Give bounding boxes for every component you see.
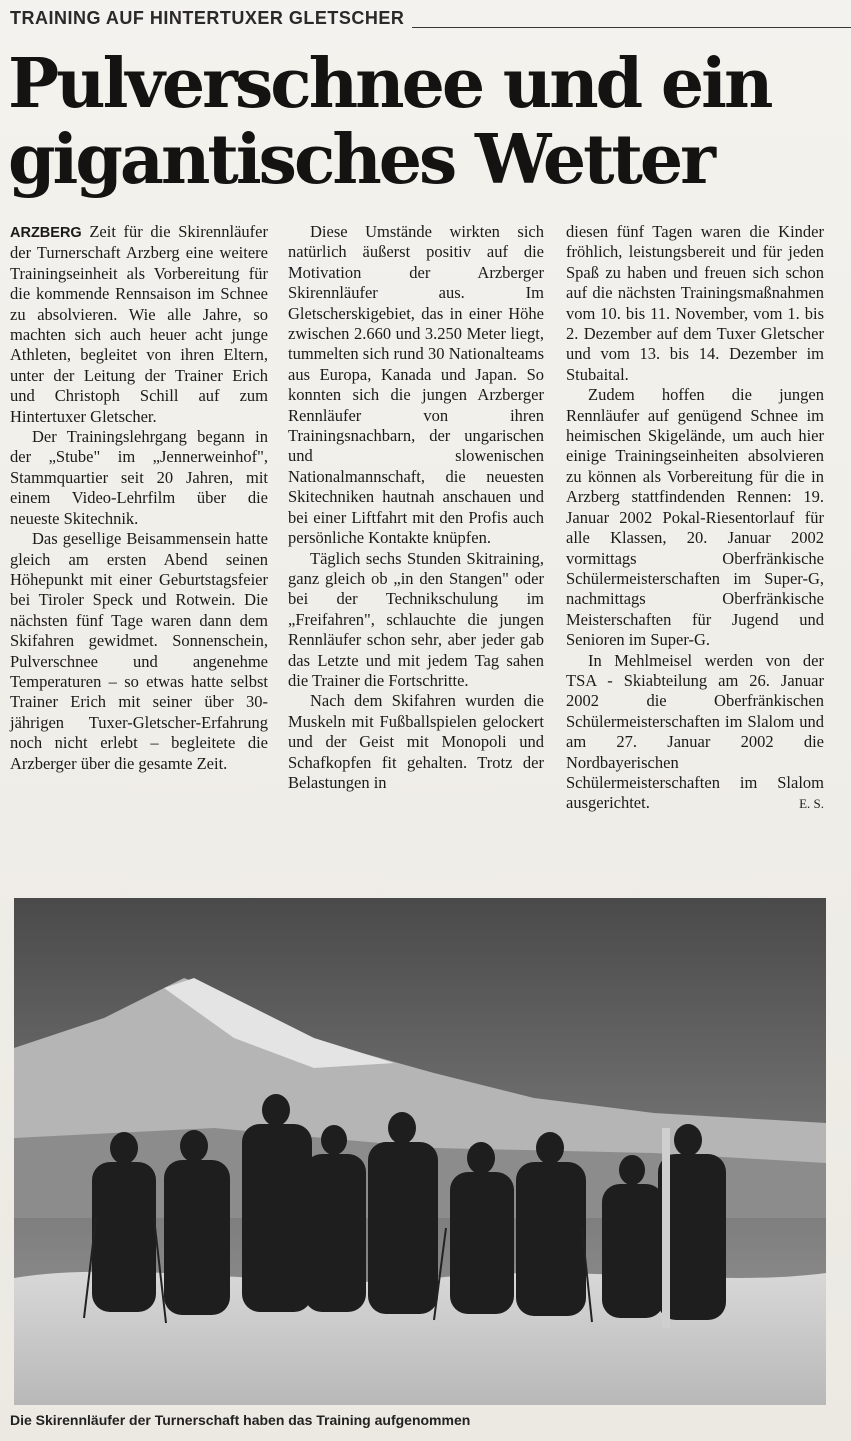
kicker: TRAINING AUF HINTERTUXER GLETSCHER bbox=[10, 8, 405, 28]
kicker-rule bbox=[412, 27, 851, 28]
paragraph: Das gesellige Beisammensein hatte gleich am ersten Abend seinen Höhepunkt mit einer Geburtstagsfeier bei Tiroler Speck und Rotwein. Die nächsten fünf Tage waren dann dem Skifahren gewidmet. Sonnenschein, Pulverschnee und angenehme Temperaturen – so etwas hatte selbst Trainer Erich mit seiner über 30-jährigen Tuxer-Gletscher-Erfahrung noch nicht erlebt – begleitete die Arzberger über die gesamte Zeit. bbox=[10, 529, 268, 773]
dateline: ARZBERG bbox=[10, 225, 82, 241]
paragraph-text: Zeit für die Skirennläufer der Turnerschaft Arzberg eine weitere Trainingseinheit als Vorbereitung für die kommende Rennsaison im Schnee zu absolvieren. Wie alle Jahre, so machten sich auch heuer acht junge Athleten, begleitet von ihren Eltern, unter der Leitung der Trainer Erich und Christoph Schill auf zum Hintertuxer Gletscher. bbox=[10, 222, 268, 426]
paragraph: Zudem hoffen die jungen Rennläufer auf genügend Schnee im heimischen Skigelände, um auch hier einige Trainingseinheiten absolvieren zu können als Vorbereitung für die in Arzberg stattfindenden Rennen: 19. Januar 2002 Pokal-Riesentorlauf für alle Klassen, 20. Januar 2002 vormittags Oberfränkische Schülermeisterschaften im Super-G, nachmittags Oberfränkische Meisterschaften für Jugend und Senioren im Super-G. bbox=[566, 385, 824, 650]
author-signature: E. S. bbox=[799, 795, 824, 811]
paragraph: In Mehlmeisel werden von der TSA - Skiabteilung am 26. Januar 2002 die Oberfränkischen Schülermeisterschaften im Slalom und am 27. Januar 2002 die Nordbayerischen Schülermeisterschaften im Slalom ausgerichtet. bbox=[566, 650, 824, 813]
paragraph: Der Trainingslehrgang begann in der „Stube" im „Jennerweinhof", Stammquartier seit 20 Jahren, mit einem Video-Lehrfilm über die neueste Skitechnik. bbox=[10, 427, 268, 528]
photo-caption: Die Skirennläufer der Turnerschaft haben das Training aufgenommen bbox=[10, 1412, 471, 1428]
column-3 bbox=[566, 222, 824, 814]
column-2 bbox=[288, 222, 544, 793]
paragraph bbox=[10, 222, 268, 427]
paragraph: diesen fünf Tagen waren die Kinder fröhlich, leistungsbereit und für jeden Spaß zu haben und freuen sich schon auf die nächsten Trainingsmaßnahmen vom 10. bis 11. November, vom 1. bis 2. Dezember auf dem Tuxer Gletscher und vom 13. bis 14. Dezember im Stubaital. bbox=[566, 222, 824, 384]
column-1 bbox=[10, 222, 268, 774]
paragraph: Täglich sechs Stunden Skitraining, ganz gleich ob „in den Stangen" oder bei der Technikschulung im „Freifahren", schlauchte die jungen Rennläufer schon sehr, aber jeder gab das Letzte und mit jedem Tag sahen die Trainer die Fortschritte. bbox=[288, 548, 544, 690]
headline: Pulverschnee und ein gigantisches Wetter bbox=[8, 44, 771, 200]
paragraph: Diese Umstände wirkten sich natürlich äußerst positiv auf die Motivation der Arzberger Skirennläufer aus. Im Gletscherskigebiet, das in einer Höhe zwischen 2.660 und 3.250 Meter liegt, tummelten sich rund 30 Nationalteams aus Europa, Kanada und Japan. So konnten sich die jungen Arzberger Rennläufer von ihren Trainingsnachbarn, der ungarischen und slowenischen Nationalmannschaft, die neuesten Skitechniken hautnah anschauen und bei einer Liftfahrt mit den Profis auch persönliche Kontakte knüpfen. bbox=[288, 222, 544, 548]
paragraph: Nach dem Skifahren wurden die Muskeln mit Fußballspielen gelockert und der Geist mit Monopoli und Schafkopfen fit gehalten. Trotz der Belastungen in bbox=[288, 691, 544, 792]
team-photo bbox=[14, 898, 826, 1405]
